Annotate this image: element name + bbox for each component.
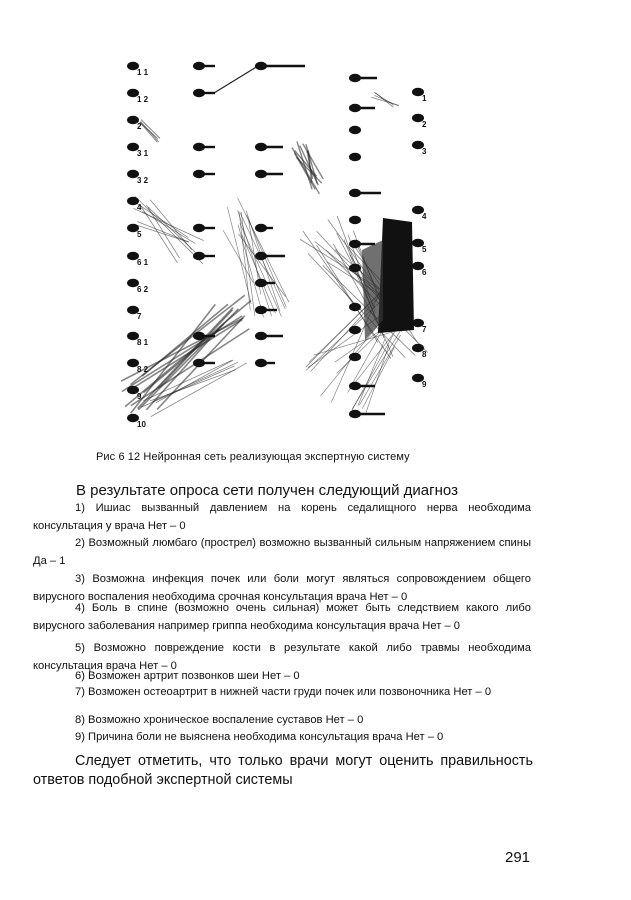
hidden-node [193,62,215,70]
output-node [412,344,427,359]
input-node-label: 1 1 [137,68,149,77]
output-node [412,239,427,254]
input-node-label: 5 [137,230,142,239]
closing-note: Следует отметить, что только врачи могут оценить правильность ответов подобной экспертной системы [33,753,533,788]
hidden-node [193,89,215,97]
hidden-node [255,170,283,178]
diagnosis-item-8: 8) Возможно хроническое воспаление суставов Нет – 0 [75,714,364,726]
hidden-node [349,264,361,272]
diagnosis-item-1: 1) Ишиас вызванный давлением на корень седалищного нерва необходима консультация у врача Нет – 0 [33,502,531,532]
section-heading: В результате опроса сети получен следующий диагноз [76,482,458,499]
diagnosis-item-6: 6) Возможен артрит позвонков шеи Нет – 0 [75,670,300,682]
input-node-label: 6 1 [137,258,149,267]
output-node [412,206,427,221]
hidden-node [349,189,381,197]
output-node-label: 5 [422,245,427,254]
figure-caption: Рис 6 12 Нейронная сеть реализующая экспертную систему [96,451,410,463]
input-node [127,279,149,294]
neural-network-figure [0,0,631,440]
hidden-node [255,143,283,151]
input-node-label: 9 [137,392,142,401]
hidden-node [255,332,283,340]
input-node-label: 3 1 [137,149,149,158]
input-node [127,62,149,77]
output-node [412,374,427,389]
input-node-label: 8 2 [137,365,149,374]
input-node [127,89,149,104]
output-node-label: 6 [422,268,427,277]
diagnosis-item-9: 9) Причина боли не выяснена необходима консультация врача Нет – 0 [75,731,444,743]
input-node [127,306,142,321]
hidden-node [255,224,273,232]
hidden-node [193,252,215,260]
hidden-node [193,143,215,151]
input-node-label: 7 [137,312,142,321]
hidden-node [193,170,215,178]
output-node-label: 2 [422,120,427,129]
output-node [412,319,427,334]
hidden-node [349,326,361,334]
hidden-node [255,252,285,260]
diagnosis-item-7: 7) Возможен остеоартрит в нижней части груди почек или позвоночника Нет – 0 [75,686,492,698]
input-node [127,116,142,131]
hidden-node [255,62,305,70]
diagnosis-item-5: 5) Возможно повреждение кости в результате какой либо травмы необходима консультация врача Нет – 0 [33,642,531,672]
diagnosis-item-4: 4) Боль в спине (возможно очень сильная) может быть следствием какого либо вирусного заболевания например гриппа необходима консультация врача Нет – 0 [33,602,531,632]
hidden-node [349,410,385,418]
hidden-node [255,306,277,314]
hidden-node [349,104,375,112]
input-node [127,197,142,212]
output-node-label: 3 [422,147,427,156]
hidden-node [349,153,361,161]
dense-connection-block [362,218,414,340]
input-node [127,414,146,429]
output-node-label: 9 [422,380,427,389]
hidden-node [349,126,361,134]
input-node [127,332,149,347]
input-node [127,143,149,158]
input-node-label: 6 2 [137,285,149,294]
hidden-node [349,353,361,361]
input-node-label: 8 1 [137,338,149,347]
input-node-label: 10 [137,420,146,429]
page-number: 291 [505,849,531,866]
output-node [412,114,427,129]
output-node-label: 1 [422,94,427,103]
input-node-label: 2 [137,122,142,131]
output-node [412,141,427,156]
hidden-node [349,74,377,82]
output-node [412,88,427,103]
output-node [412,262,427,277]
diagnosis-item-3: 3) Возможна инфекция почек или боли могут являться сопровождением общего вирусного воспаления необходима срочная консультация врача Нет – 0 [33,573,531,603]
input-node-label: 4 [137,203,142,212]
input-node [127,359,149,374]
hidden-node [349,303,361,311]
input-node [127,252,149,267]
input-node-label: 3 2 [137,176,149,185]
output-node-label: 8 [422,350,427,359]
hidden-node [255,359,275,367]
hidden-node [349,216,361,224]
hidden-node [349,382,375,390]
output-node-label: 4 [422,212,427,221]
diagnosis-item-2: 2) Возможный люмбаго (прострел) возможно вызванный сильным напряжением спины Да – 1 [33,537,531,567]
input-node-label: 1 2 [137,95,149,104]
output-node-label: 7 [422,325,427,334]
input-node [127,170,149,185]
hidden-node [193,224,215,232]
